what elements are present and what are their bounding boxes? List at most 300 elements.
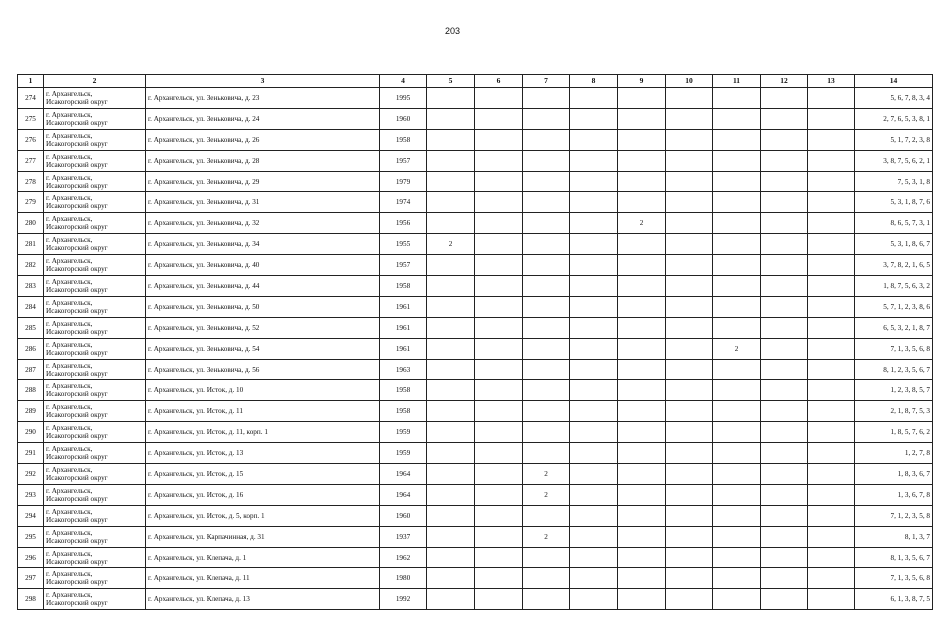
year-cell: 1960 <box>380 505 427 526</box>
column-6-cell <box>475 88 523 109</box>
column-10-cell <box>666 484 713 505</box>
column-7-cell <box>523 255 570 276</box>
column-6-cell <box>475 359 523 380</box>
column-5-cell <box>427 547 475 568</box>
column-13-cell <box>808 255 855 276</box>
column-6-cell <box>475 547 523 568</box>
address-cell: г. Архангельск, ул. Исток, д. 10 <box>146 380 380 401</box>
column-12-cell <box>761 484 808 505</box>
year-cell: 1958 <box>380 401 427 422</box>
district-line: Исакогорский округ <box>46 139 108 148</box>
column-6-cell <box>475 401 523 422</box>
column-13-cell <box>808 401 855 422</box>
column-10-cell <box>666 317 713 338</box>
district-line: Исакогорский округ <box>46 578 108 587</box>
address-cell: г. Архангельск, ул. Зеньковича, д. 50 <box>146 296 380 317</box>
year-cell: 1959 <box>380 443 427 464</box>
year-cell: 1957 <box>380 255 427 276</box>
column-6-cell <box>475 171 523 192</box>
column-header-3: 3 <box>146 75 380 88</box>
column-9-cell <box>618 234 666 255</box>
column-5-cell <box>427 255 475 276</box>
district-line: Исакогорский округ <box>46 494 108 503</box>
column-10-cell <box>666 401 713 422</box>
row-number: 298 <box>18 589 44 610</box>
column-5-cell <box>427 317 475 338</box>
row-number: 293 <box>18 484 44 505</box>
row-number: 279 <box>18 192 44 213</box>
column-header-2: 2 <box>44 75 146 88</box>
column-6-cell <box>475 108 523 129</box>
column-12-cell <box>761 338 808 359</box>
district-line: г. Архангельск, <box>46 173 93 182</box>
column-11-cell <box>713 296 761 317</box>
column-10-cell <box>666 505 713 526</box>
column-8-cell <box>570 317 618 338</box>
year-cell: 1995 <box>380 88 427 109</box>
column-7-cell <box>523 108 570 129</box>
row-number: 288 <box>18 380 44 401</box>
column-11-cell <box>713 401 761 422</box>
column-11-cell <box>713 464 761 485</box>
address-cell: г. Архангельск, ул. Зеньковича, д. 31 <box>146 192 380 213</box>
column-5-cell <box>427 108 475 129</box>
year-cell: 1963 <box>380 359 427 380</box>
column-header-8: 8 <box>570 75 618 88</box>
column-12-cell <box>761 129 808 150</box>
column-10-cell <box>666 88 713 109</box>
column-11-cell <box>713 129 761 150</box>
district-cell <box>44 359 146 380</box>
table-row <box>18 401 933 422</box>
district-line: г. Архангельск, <box>46 131 93 140</box>
address-cell: г. Архангельск, ул. Зеньковича, д. 28 <box>146 150 380 171</box>
column-header-14: 14 <box>855 75 933 88</box>
year-cell: 1962 <box>380 547 427 568</box>
column-5-cell <box>427 422 475 443</box>
year-cell: 1960 <box>380 108 427 129</box>
column-11-cell <box>713 171 761 192</box>
district-cell <box>44 505 146 526</box>
column-9-cell <box>618 88 666 109</box>
column-9-cell <box>618 589 666 610</box>
column-9-cell <box>618 276 666 297</box>
column-8-cell <box>570 380 618 401</box>
column-7-cell <box>523 422 570 443</box>
column-8-cell <box>570 88 618 109</box>
column-6-cell <box>475 589 523 610</box>
column-14-cell: 1, 8, 7, 5, 6, 3, 2 <box>855 276 933 297</box>
address-cell: г. Архангельск, ул. Исток, д. 11 <box>146 401 380 422</box>
district-line: г. Архангельск, <box>46 591 93 600</box>
district-line: Исакогорский округ <box>46 181 108 190</box>
column-header-10: 10 <box>666 75 713 88</box>
column-10-cell <box>666 171 713 192</box>
column-9-cell <box>618 547 666 568</box>
address-cell: г. Архангельск, ул. Зеньковича, д. 32 <box>146 213 380 234</box>
table-row <box>18 526 933 547</box>
column-7-cell <box>523 171 570 192</box>
column-9-cell: 2 <box>618 213 666 234</box>
row-number: 295 <box>18 526 44 547</box>
district-line: Исакогорский округ <box>46 599 108 608</box>
district-cell <box>44 192 146 213</box>
column-7-cell <box>523 276 570 297</box>
column-14-cell: 5, 6, 7, 8, 3, 4 <box>855 88 933 109</box>
column-6-cell <box>475 422 523 443</box>
table-row <box>18 129 933 150</box>
column-10-cell <box>666 150 713 171</box>
column-11-cell <box>713 213 761 234</box>
district-line: Исакогорский округ <box>46 202 108 211</box>
address-cell: г. Архангельск, ул. Зеньковича, д. 23 <box>146 88 380 109</box>
address-cell: г. Архангельск, ул. Зеньковича, д. 40 <box>146 255 380 276</box>
table-row <box>18 464 933 485</box>
address-cell: г. Архангельск, ул. Зеньковича, д. 56 <box>146 359 380 380</box>
column-13-cell <box>808 484 855 505</box>
column-13-cell <box>808 338 855 359</box>
table-row <box>18 505 933 526</box>
column-12-cell <box>761 505 808 526</box>
column-9-cell <box>618 317 666 338</box>
table-row <box>18 338 933 359</box>
table-row <box>18 234 933 255</box>
column-7-cell <box>523 129 570 150</box>
column-7-cell <box>523 338 570 359</box>
district-line: г. Архангельск, <box>46 277 93 286</box>
address-cell: г. Архангельск, ул. Зеньковича, д. 52 <box>146 317 380 338</box>
column-14-cell: 1, 8, 3, 6, 7 <box>855 464 933 485</box>
column-9-cell <box>618 526 666 547</box>
column-12-cell <box>761 443 808 464</box>
column-6-cell <box>475 380 523 401</box>
year-cell: 1979 <box>380 171 427 192</box>
column-11-cell <box>713 380 761 401</box>
table-row <box>18 484 933 505</box>
table-row <box>18 213 933 234</box>
address-cell: г. Архангельск, ул. Исток, д. 13 <box>146 443 380 464</box>
address-cell: г. Архангельск, ул. Зеньковича, д. 34 <box>146 234 380 255</box>
row-number: 275 <box>18 108 44 129</box>
table-row <box>18 171 933 192</box>
district-cell <box>44 464 146 485</box>
column-8-cell <box>570 401 618 422</box>
column-5-cell <box>427 150 475 171</box>
header-row <box>18 75 933 88</box>
table-row <box>18 296 933 317</box>
column-9-cell <box>618 192 666 213</box>
column-13-cell <box>808 547 855 568</box>
district-line: Исакогорский округ <box>46 473 108 482</box>
column-5-cell <box>427 338 475 359</box>
district-line: г. Архангельск, <box>46 257 93 266</box>
district-line: Исакогорский округ <box>46 118 108 127</box>
column-6-cell <box>475 443 523 464</box>
district-line: г. Архангельск, <box>46 507 93 516</box>
column-14-cell: 8, 1, 3, 5, 6, 7 <box>855 547 933 568</box>
column-9-cell <box>618 129 666 150</box>
column-6-cell <box>475 484 523 505</box>
column-11-cell <box>713 276 761 297</box>
column-13-cell <box>808 234 855 255</box>
column-11-cell <box>713 359 761 380</box>
district-line: г. Архангельск, <box>46 570 93 579</box>
column-13-cell <box>808 129 855 150</box>
district-line: г. Архангельск, <box>46 424 93 433</box>
column-9-cell <box>618 296 666 317</box>
address-cell: г. Архангельск, ул. Зеньковича, д. 24 <box>146 108 380 129</box>
column-7-cell <box>523 401 570 422</box>
buildings-table <box>17 74 933 610</box>
district-line: г. Архангельск, <box>46 89 93 98</box>
column-12-cell <box>761 255 808 276</box>
table-row <box>18 422 933 443</box>
column-8-cell <box>570 192 618 213</box>
column-5-cell <box>427 359 475 380</box>
year-cell: 1961 <box>380 338 427 359</box>
column-10-cell <box>666 108 713 129</box>
column-header-4: 4 <box>380 75 427 88</box>
column-10-cell <box>666 213 713 234</box>
column-14-cell: 1, 2, 3, 8, 5, 7 <box>855 380 933 401</box>
column-12-cell <box>761 213 808 234</box>
column-7-cell <box>523 505 570 526</box>
district-cell <box>44 129 146 150</box>
district-cell <box>44 108 146 129</box>
column-9-cell <box>618 401 666 422</box>
column-12-cell <box>761 526 808 547</box>
column-7-cell <box>523 547 570 568</box>
column-10-cell <box>666 276 713 297</box>
district-line: г. Архангельск, <box>46 403 93 412</box>
address-cell: г. Архангельск, ул. Зеньковича, д. 44 <box>146 276 380 297</box>
table-row <box>18 568 933 589</box>
year-cell: 1955 <box>380 234 427 255</box>
column-14-cell: 3, 7, 8, 2, 1, 6, 5 <box>855 255 933 276</box>
column-13-cell <box>808 150 855 171</box>
column-12-cell <box>761 171 808 192</box>
district-line: Исакогорский округ <box>46 411 108 420</box>
district-cell <box>44 568 146 589</box>
column-7-cell <box>523 192 570 213</box>
table-row <box>18 317 933 338</box>
column-13-cell <box>808 464 855 485</box>
column-14-cell: 6, 5, 3, 2, 1, 8, 7 <box>855 317 933 338</box>
district-line: Исакогорский округ <box>46 265 108 274</box>
column-7-cell <box>523 380 570 401</box>
column-14-cell: 2, 1, 8, 7, 5, 3 <box>855 401 933 422</box>
district-line: г. Архангельск, <box>46 549 93 558</box>
column-11-cell <box>713 422 761 443</box>
column-5-cell <box>427 484 475 505</box>
column-8-cell <box>570 255 618 276</box>
column-10-cell <box>666 234 713 255</box>
column-7-cell <box>523 296 570 317</box>
year-cell: 1959 <box>380 422 427 443</box>
column-11-cell <box>713 108 761 129</box>
table-row <box>18 359 933 380</box>
address-cell: г. Архангельск, ул. Зеньковича, д. 54 <box>146 338 380 359</box>
address-cell: г. Архангельск, ул. Клепача, д. 11 <box>146 568 380 589</box>
row-number: 289 <box>18 401 44 422</box>
column-14-cell: 7, 1, 3, 5, 6, 8 <box>855 568 933 589</box>
district-cell <box>44 380 146 401</box>
row-number: 277 <box>18 150 44 171</box>
column-11-cell <box>713 234 761 255</box>
column-5-cell: 2 <box>427 234 475 255</box>
column-8-cell <box>570 589 618 610</box>
column-8-cell <box>570 213 618 234</box>
column-9-cell <box>618 150 666 171</box>
column-5-cell <box>427 464 475 485</box>
row-number: 294 <box>18 505 44 526</box>
district-cell <box>44 443 146 464</box>
column-8-cell <box>570 505 618 526</box>
column-5-cell <box>427 276 475 297</box>
table-body <box>18 88 933 610</box>
column-8-cell <box>570 150 618 171</box>
column-10-cell <box>666 338 713 359</box>
column-14-cell: 5, 3, 1, 8, 7, 6 <box>855 192 933 213</box>
column-12-cell <box>761 589 808 610</box>
column-6-cell <box>475 150 523 171</box>
column-11-cell: 2 <box>713 338 761 359</box>
column-10-cell <box>666 255 713 276</box>
column-5-cell <box>427 589 475 610</box>
column-14-cell: 1, 3, 6, 7, 8 <box>855 484 933 505</box>
district-cell <box>44 589 146 610</box>
district-cell <box>44 255 146 276</box>
column-5-cell <box>427 443 475 464</box>
column-12-cell <box>761 422 808 443</box>
address-cell: г. Архангельск, ул. Исток, д. 5, корп. 1 <box>146 505 380 526</box>
column-header-7: 7 <box>523 75 570 88</box>
column-9-cell <box>618 568 666 589</box>
column-13-cell <box>808 359 855 380</box>
column-14-cell: 2, 7, 6, 5, 3, 8, 1 <box>855 108 933 129</box>
district-line: Исакогорский округ <box>46 515 108 524</box>
column-5-cell <box>427 171 475 192</box>
column-6-cell <box>475 317 523 338</box>
district-line: Исакогорский округ <box>46 432 108 441</box>
column-10-cell <box>666 422 713 443</box>
district-line: г. Архангельск, <box>46 236 93 245</box>
row-number: 280 <box>18 213 44 234</box>
column-8-cell <box>570 443 618 464</box>
district-cell <box>44 422 146 443</box>
column-9-cell <box>618 338 666 359</box>
column-11-cell <box>713 547 761 568</box>
column-12-cell <box>761 234 808 255</box>
column-7-cell <box>523 359 570 380</box>
column-14-cell: 7, 1, 3, 5, 6, 8 <box>855 338 933 359</box>
column-9-cell <box>618 464 666 485</box>
district-cell <box>44 296 146 317</box>
district-cell <box>44 338 146 359</box>
column-13-cell <box>808 171 855 192</box>
column-11-cell <box>713 589 761 610</box>
column-12-cell <box>761 568 808 589</box>
column-12-cell <box>761 150 808 171</box>
column-7-cell <box>523 150 570 171</box>
column-9-cell <box>618 484 666 505</box>
address-cell: г. Архангельск, ул. Клепача, д. 13 <box>146 589 380 610</box>
row-number: 283 <box>18 276 44 297</box>
row-number: 287 <box>18 359 44 380</box>
column-8-cell <box>570 547 618 568</box>
column-13-cell <box>808 108 855 129</box>
column-13-cell <box>808 380 855 401</box>
column-13-cell <box>808 88 855 109</box>
row-number: 282 <box>18 255 44 276</box>
row-number: 296 <box>18 547 44 568</box>
column-5-cell <box>427 401 475 422</box>
column-8-cell <box>570 484 618 505</box>
row-number: 290 <box>18 422 44 443</box>
table-row <box>18 443 933 464</box>
column-7-cell <box>523 317 570 338</box>
column-13-cell <box>808 589 855 610</box>
year-cell: 1961 <box>380 296 427 317</box>
row-number: 284 <box>18 296 44 317</box>
column-12-cell <box>761 547 808 568</box>
column-13-cell <box>808 192 855 213</box>
district-line: г. Архангельск, <box>46 382 93 391</box>
address-cell: г. Архангельск, ул. Зеньковича, д. 26 <box>146 129 380 150</box>
district-cell <box>44 276 146 297</box>
column-10-cell <box>666 192 713 213</box>
column-13-cell <box>808 317 855 338</box>
column-7-cell <box>523 589 570 610</box>
column-header-13: 13 <box>808 75 855 88</box>
column-10-cell <box>666 443 713 464</box>
page-number: 203 <box>444 26 461 36</box>
year-cell: 1958 <box>380 380 427 401</box>
column-header-12: 12 <box>761 75 808 88</box>
row-number: 281 <box>18 234 44 255</box>
column-8-cell <box>570 526 618 547</box>
column-8-cell <box>570 464 618 485</box>
column-5-cell <box>427 296 475 317</box>
table-row <box>18 380 933 401</box>
column-10-cell <box>666 526 713 547</box>
row-number: 285 <box>18 317 44 338</box>
column-7-cell: 2 <box>523 526 570 547</box>
district-line: Исакогорский округ <box>46 348 108 357</box>
column-6-cell <box>475 338 523 359</box>
column-10-cell <box>666 589 713 610</box>
column-10-cell <box>666 380 713 401</box>
column-6-cell <box>475 276 523 297</box>
column-8-cell <box>570 568 618 589</box>
column-14-cell: 5, 3, 1, 8, 6, 7 <box>855 234 933 255</box>
column-9-cell <box>618 108 666 129</box>
column-14-cell: 8, 1, 3, 7 <box>855 526 933 547</box>
column-header-6: 6 <box>475 75 523 88</box>
district-line: Исакогорский округ <box>46 453 108 462</box>
column-12-cell <box>761 380 808 401</box>
address-cell: г. Архангельск, ул. Исток, д. 15 <box>146 464 380 485</box>
district-line: г. Архангельск, <box>46 152 93 161</box>
column-8-cell <box>570 296 618 317</box>
column-5-cell <box>427 213 475 234</box>
column-11-cell <box>713 150 761 171</box>
column-5-cell <box>427 192 475 213</box>
district-line: г. Архангельск, <box>46 298 93 307</box>
district-line: г. Архангельск, <box>46 465 93 474</box>
column-14-cell: 5, 7, 1, 2, 3, 8, 6 <box>855 296 933 317</box>
table-row <box>18 547 933 568</box>
